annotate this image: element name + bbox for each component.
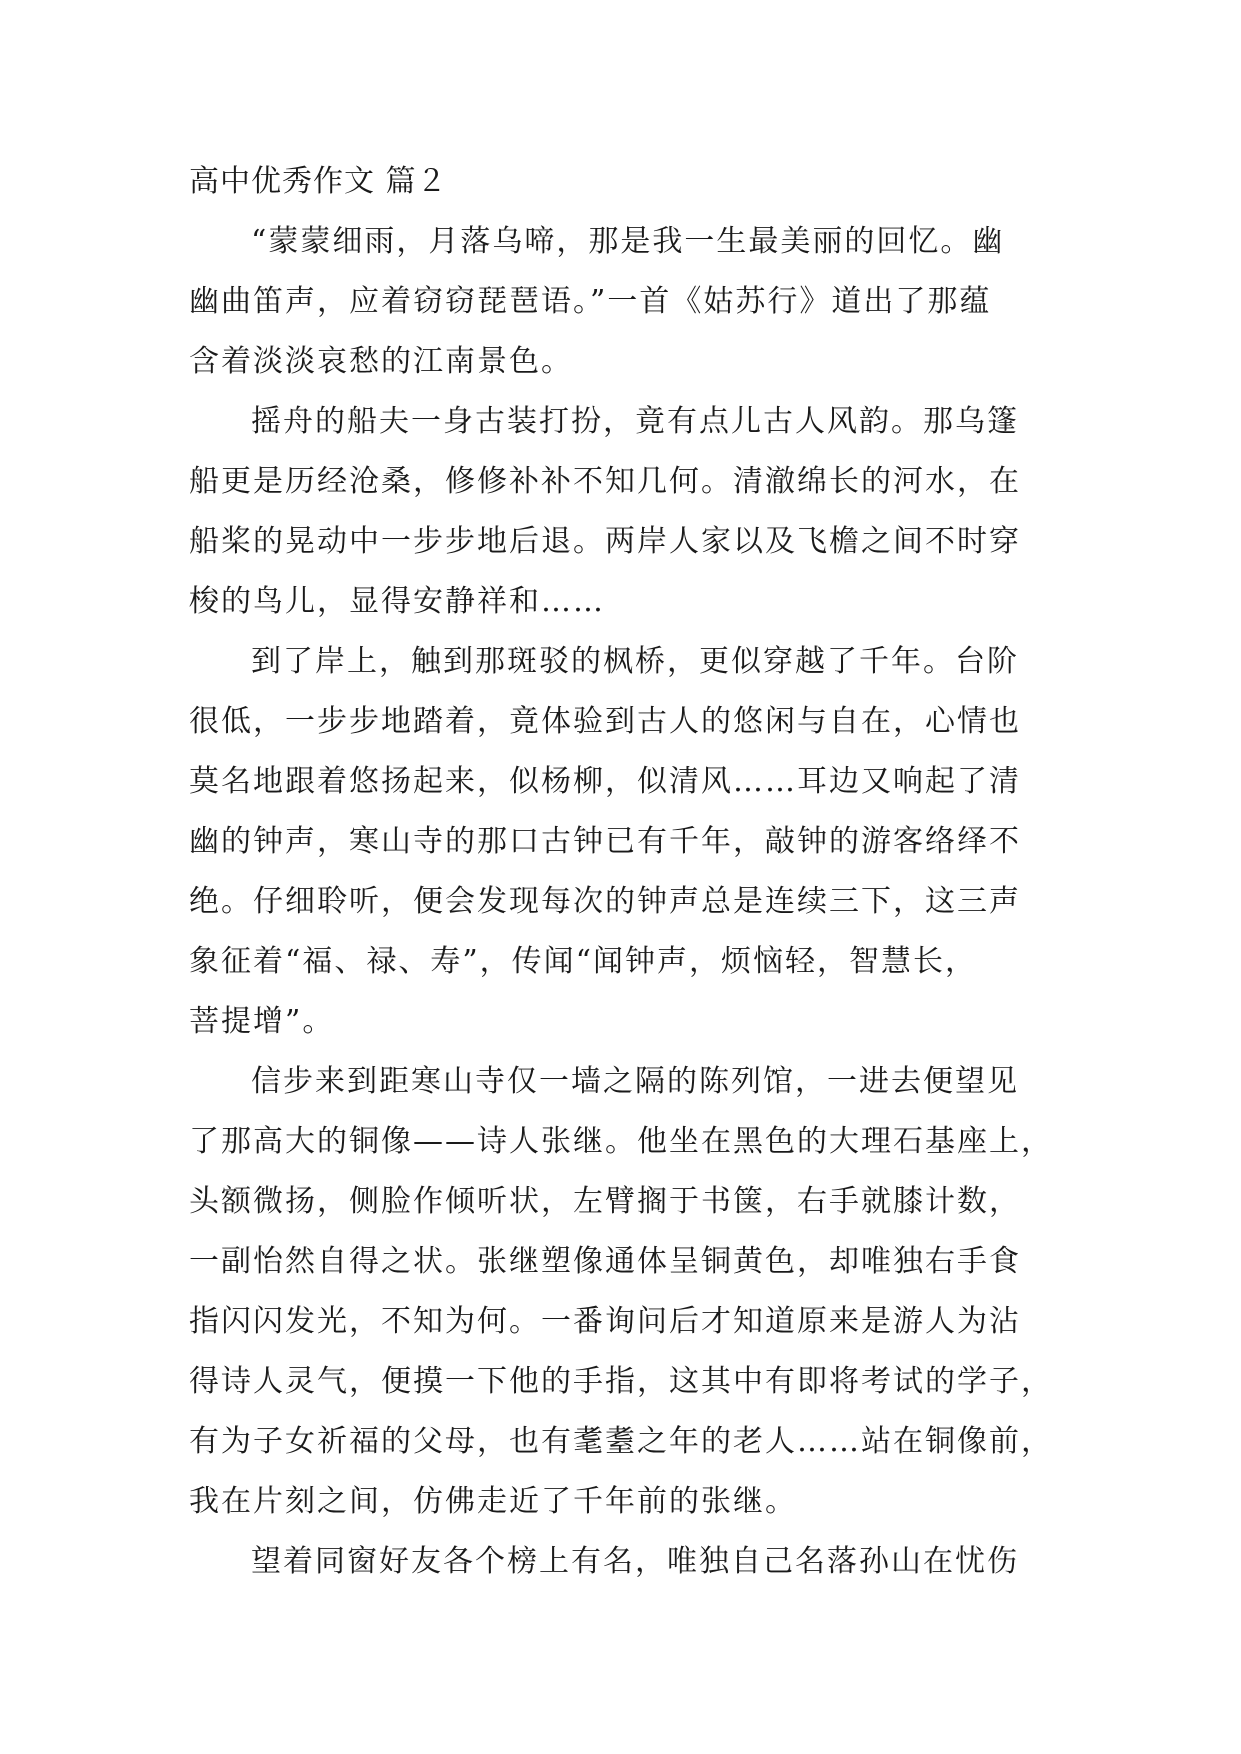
text-line: 了那高大的铜像——诗人张继。他坐在黑色的大理石基座上，	[189, 1124, 1053, 1159]
text-line: 得诗人灵气，便摸一下他的手指，这其中有即将考试的学子，	[189, 1364, 1053, 1399]
text-line: 幽曲笛声，应着窃窃琵琶语。”一首《姑苏行》道出了那蕴	[189, 284, 992, 319]
text-line: 信步来到距寒山寺仅一墙之隔的陈列馆，一进去便望见	[251, 1064, 1019, 1099]
text-line: 幽的钟声，寒山寺的那口古钟已有千年，敲钟的游客络绎不	[189, 824, 1021, 859]
paragraph	[189, 1532, 1051, 1592]
text-line: 有为子女祈福的父母，也有耄耋之年的老人……站在铜像前，	[189, 1424, 1053, 1459]
text-line: 头额微扬，侧脸作倾听状，左臂搁于书箧，右手就膝计数，	[189, 1184, 1021, 1219]
text-line: 很低，一步步地踏着，竟体验到古人的悠闲与自在，心情也	[189, 704, 1021, 739]
text-line: 含着淡淡哀愁的江南景色。	[189, 344, 573, 379]
text-line: 船更是历经沧桑，修修补补不知几何。清澈绵长的河水，在	[189, 464, 1021, 499]
paragraph	[189, 212, 1051, 392]
document-page	[189, 152, 1051, 1592]
text-line: 到了岸上，触到那斑驳的枫桥，更似穿越了千年。台阶	[251, 644, 1019, 679]
text-line: 船桨的晃动中一步步地后退。两岸人家以及飞檐之间不时穿	[189, 524, 1021, 559]
text-line: 指闪闪发光，不知为何。一番询问后才知道原来是游人为沾	[189, 1304, 1021, 1339]
text-line: 莫名地跟着悠扬起来，似杨柳，似清风……耳边又响起了清	[189, 764, 1021, 799]
text-line: 摇舟的船夫一身古装打扮，竟有点儿古人风韵。那乌篷	[251, 404, 1019, 439]
text-line: 象征着“福、禄、寿”，传闻“闻钟声，烦恼轻，智慧长，	[189, 944, 978, 979]
paragraph	[189, 392, 1051, 632]
text-line: “蒙蒙细雨，月落乌啼，那是我一生最美丽的回忆。幽	[251, 224, 1005, 259]
paragraph	[189, 632, 1051, 1052]
text-line: 望着同窗好友各个榜上有名，唯独自己名落孙山在忧伤	[251, 1544, 1019, 1579]
text-line: 梭的鸟儿，显得安静祥和……	[189, 584, 605, 619]
paragraph	[189, 1052, 1051, 1532]
text-line: 绝。仔细聆听，便会发现每次的钟声总是连续三下，这三声	[189, 884, 1021, 919]
text-line: 菩提增”。	[189, 1004, 335, 1039]
text-line: 一副怡然自得之状。张继塑像通体呈铜黄色，却唯独右手食	[189, 1244, 1021, 1279]
document-title: 高中优秀作文 篇２	[189, 164, 448, 199]
text-line: 我在片刻之间，仿佛走近了千年前的张继。	[189, 1484, 797, 1519]
